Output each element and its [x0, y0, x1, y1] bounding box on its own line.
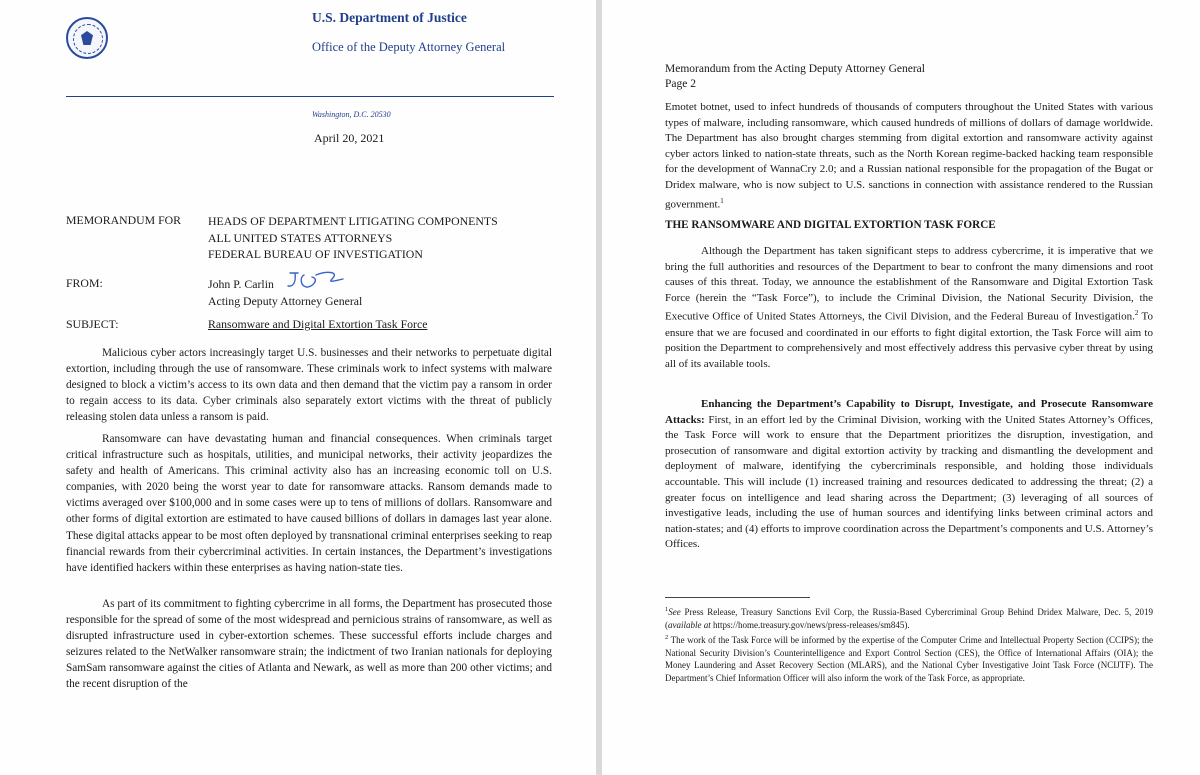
- footnote-number: 1: [665, 606, 669, 613]
- letterhead-rule: [66, 96, 554, 97]
- body-paragraph: [665, 244, 1153, 372]
- recipient-list: [208, 213, 498, 263]
- memo-page-2: [602, 0, 1200, 775]
- subject-label: SUBJECT:: [66, 317, 119, 331]
- location-line: Washington, D.C. 20530: [312, 110, 391, 119]
- footnote-text: https://home.treasury.gov/news/press-releases/sm845).: [710, 619, 910, 630]
- body-paragraph: Malicious cyber actors increasingly target U.S. businesses and their networks to perpetuate digital extortion, including through the use of ransomware. These criminals work to infect systems with malware designed to block a victim’s access to its own data and then demand that the victim pay a ransom in order to regain access to its data. Cyber criminals also separately extort victims with the threat of publicly releasing stolen data unless a ransom is paid.: [66, 347, 552, 424]
- body-paragraph: Ransomware can have devastating human and financial consequences. When criminals target critical infrastructure such as hospitals, utilities, and municipal networks, their activity jeopardizes the safety and health of Americans. This criminal activity also has an increasing economic toll on U.S. companies, with 2020 being the worst year to date for ransomware attacks. Ransom demands made to victims averaged over $100,000 and in some cases were up to tens of millions of dollars. Ransomware and other forms of digital extortion are estimated to have caused billions of dollars in damages last year alone. These digital attacks appear to be most often deployed by transnational criminal enterprises seeking to reap financial rewards from their cybercriminal activities. In certain instances, the Department’s investigations have identified hackers within these enterprises as having nation-state ties.: [66, 433, 552, 574]
- subject-text: Ransomware and Digital Extortion Task Force: [208, 317, 428, 331]
- footnote-rule: [665, 597, 810, 598]
- paragraph-text: First, in an effort led by the Criminal Division, working with the United States Attorney’s Offices, the Task Force will work to ensure that the Department prioritizes the disruption, investigation, and prosecution of ransomware and digital extortion activity by tracking and dismantling the development and deployment of malware, identifying the cybercriminals responsible, and holding those individuals accountable. This will include (1) increased training and resources dedicated to addressing the threat; (2) a greater focus on intelligence and lead sharing across the Department; (3) leveraging of all sources of investigative leads, including the use of human sources and identifying links between criminal actors and nation-states; and (4) efforts to improve coordination across the Department’s components and U.S. Attorney’s Offices.: [665, 413, 1153, 551]
- paragraph-text: Emotet botnet, used to infect hundreds of thousands of computers throughout the United States with various types of malware, including ransomware, which caused hundreds of millions of dollars of damage worldwide. The Department has also brought charges stemming from digital extortion and ransomware activity against cyber actors linked to nation-state threats, such as the North Korean regime-backed hacking team responsible for the development of WannaCry 2.0; and a Russian national responsible for the propagation of the Bugat or Dridex malware, who is now subject to U.S. sanctions in connection with assistance rendered to the Russian government.: [665, 101, 1153, 211]
- body-paragraph: [665, 397, 1153, 553]
- recipient-line: HEADS OF DEPARTMENT LITIGATING COMPONENTS: [208, 214, 498, 228]
- agency-name: U.S. Department of Justice: [312, 10, 467, 25]
- footnote-ref: 2: [1134, 309, 1139, 318]
- page-number: Page 2: [665, 78, 696, 90]
- sub-heading: Enhancing the Department’s Capability to Disrupt, Investigate, and Prosecute Ransomware Attacks:: [665, 398, 1153, 426]
- footnote-number: 2: [665, 634, 669, 641]
- body-paragraph: As part of its commitment to fighting cybercrime in all forms, the Department has prosecuted those responsible for the spread of some of the most widespread and pernicious strains of ransomware, as well as disrupted infrastructure used in cyber-extortion schemes. These successful efforts include charges and seizures related to the NetWalker ransomware strain; the indictment of two Iranian nationals for deploying SamSam ransomware against the cities of Atlanta and Newark, as well as more than 200 other victims; and the recent disruption of the: [66, 598, 552, 691]
- recipient-line: ALL UNITED STATES ATTORNEYS: [208, 230, 393, 245]
- footnote: [665, 632, 1153, 684]
- footnote: [665, 604, 1153, 631]
- memo-page-1: [0, 0, 596, 775]
- from-label: FROM:: [66, 276, 103, 290]
- page-header: [665, 62, 925, 92]
- page-header-title: Memorandum from the Acting Deputy Attorney General: [665, 63, 925, 75]
- footnote-italic: See: [668, 607, 681, 617]
- doj-seal-logo: [66, 17, 108, 59]
- footnote-text: Press Release, Treasury Sanctions Evil Corp, the Russia-Based Cybercriminal Group Behind Dridex Malware, Dec. 5, 2019 (: [665, 607, 1153, 630]
- footnote-text: The work of the Task Force will be informed by the expertise of the Computer Crime and Intellectual Property Section (CCIPS); the National Security Division’s Counterintelligence and Export Control Section (CES), the Office of International Affairs (OIA); the Money Laundering and Asset Recovery Section (MLARS), and the National Cyber Investigative Joint Task Force (NCIJTF). The Department’s Chief Information Officer will also inform the work of the Task Force, as appropriate.: [665, 635, 1153, 683]
- from-title: Acting Deputy Attorney General: [208, 293, 363, 308]
- footnote-italic: available at: [668, 619, 711, 630]
- handwritten-initials-signature: [286, 269, 346, 293]
- recipient-line: FEDERAL BUREAU OF INVESTIGATION: [208, 247, 423, 261]
- office-name: Office of the Deputy Attorney General: [312, 40, 506, 54]
- paragraph-text: To ensure that we are focused and coordinated in our efforts to fight digital extortion, the Task Force will aim to position the Department to comprehensively and most effectively address this pervasive cyber threat by using all of its available tools.: [665, 311, 1153, 370]
- from-name: John P. Carlin: [208, 277, 274, 291]
- paragraph-text: Although the Department has taken significant steps to address cybercrime, it is imperative that we bring the full authorities and resources of the Department to bear to confront the many dimensions and root causes of this threat. Today, we announce the establishment of the Ransomware and Digital Extortion Task Force (herein the “Task Force”), to include the Criminal Division, the National Security Division, the Executive Office of United States Attorneys, the Civil Division, and the Federal Bureau of Investigation.: [665, 245, 1153, 324]
- memo-date: April 20, 2021: [314, 131, 385, 145]
- memorandum-for-label: MEMORANDUM FOR: [66, 213, 182, 227]
- footnote-ref: 1: [720, 196, 724, 205]
- body-paragraph: [665, 100, 1153, 213]
- section-heading: THE RANSOMWARE AND DIGITAL EXTORTION TASK FORCE: [665, 219, 996, 231]
